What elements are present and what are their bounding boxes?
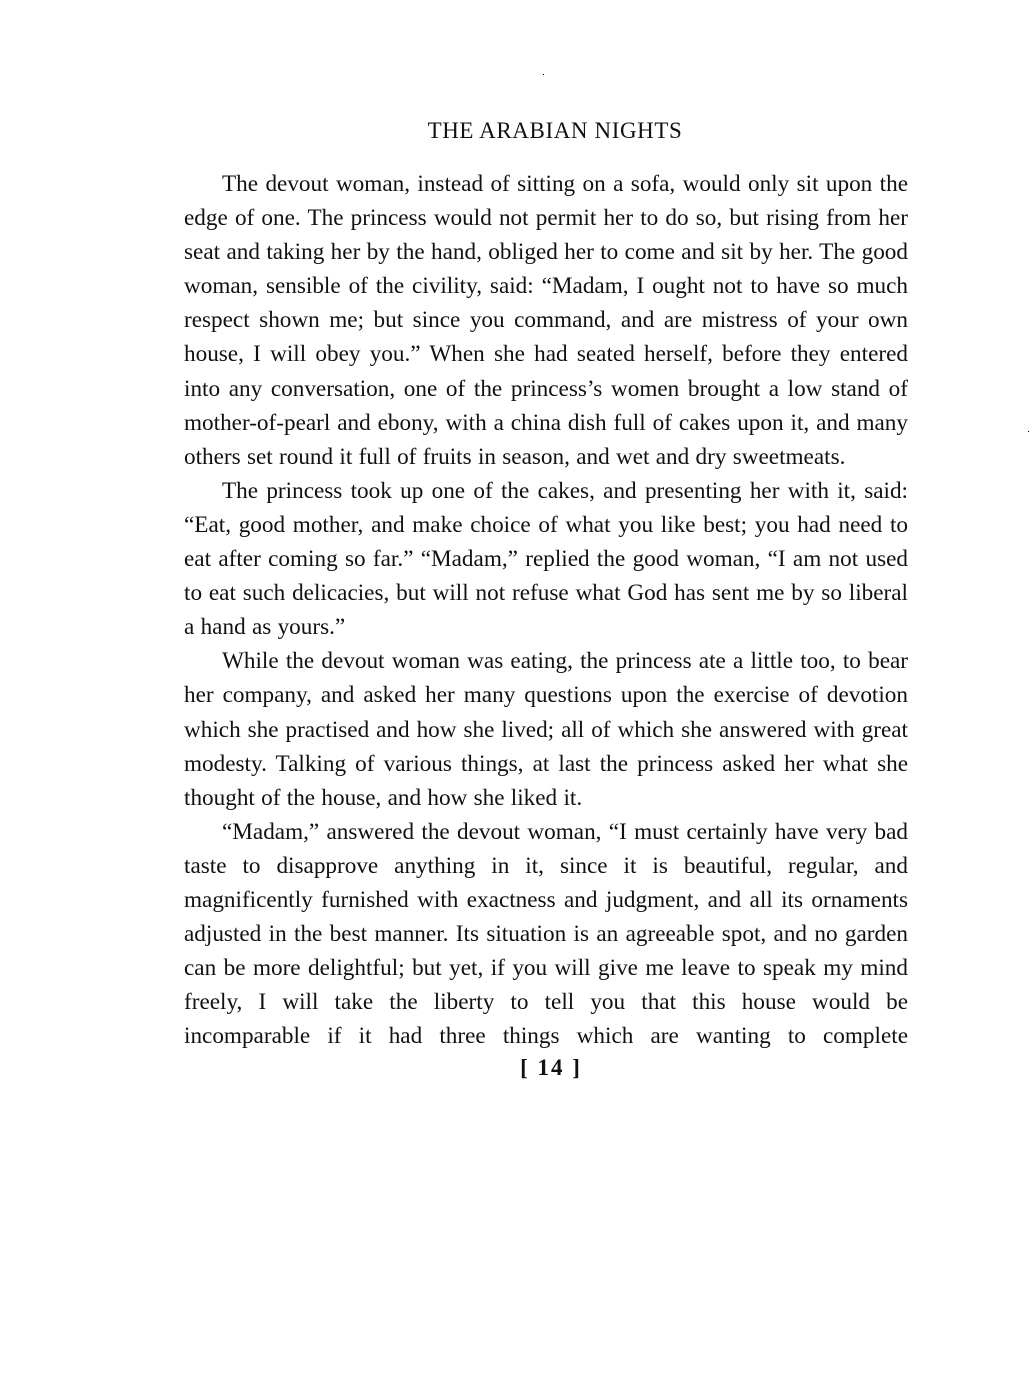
paragraph: “Madam,” answered the devout woman, “I must certainly have very bad taste to disapprove anything in it, since it is beautiful, regular, and magnificently furnished with exactness and judgment, and all its ornaments adjusted in the best manner. Its situation is an agreeable spot, and no garden can be more delightful; but yet, if you will give me leave to speak my mind freely, I will take the liberty to tell you that this house would be incomparable if it had three things which are wanting to complete [184, 818, 908, 1050]
running-head: THE ARABIAN NIGHTS [427, 118, 683, 143]
body-text [184, 167, 908, 1053]
scan-speck [543, 74, 544, 75]
paragraph: The princess took up one of the cakes, and presenting her with it, said: “Eat, good mother, and make choice of what you like best; you had need to eat after coming so far.” “Madam,” replied the good woman, “I am not used to eat such delicacies, but will not refuse what God has sent me by so liberal a hand as yours.” [184, 477, 908, 641]
scan-speck [1028, 431, 1029, 432]
page-number: [ 14 ] [520, 1055, 582, 1081]
paragraph: The devout woman, instead of sitting on a sofa, would only sit upon the edge of one. The princess would not permit her to do so, but rising from her seat and taking her by the hand, obliged her to come and sit by her. The good woman, sensible of the civility, said: “Madam, I ought not to have so much respect shown me; but since you command, and are mistress of your own house, I will obey you.” When she had seated herself, before they entered into any conversation, one of the princess’s women brought a low stand of mother-of-pearl and ebony, with a china dish full of cakes upon it, and many others set round it full of fruits in season, and wet and dry sweetmeats. [184, 171, 908, 470]
book-page [184, 116, 908, 1083]
paragraph: While the devout woman was eating, the princess ate a little too, to bear her company, and asked her many questions upon the exercise of devotion which she practised and how she lived; all of which she answered with great modesty. Talking of various things, at last the princess asked her what she thought of the house, and how she liked it. [184, 648, 908, 811]
